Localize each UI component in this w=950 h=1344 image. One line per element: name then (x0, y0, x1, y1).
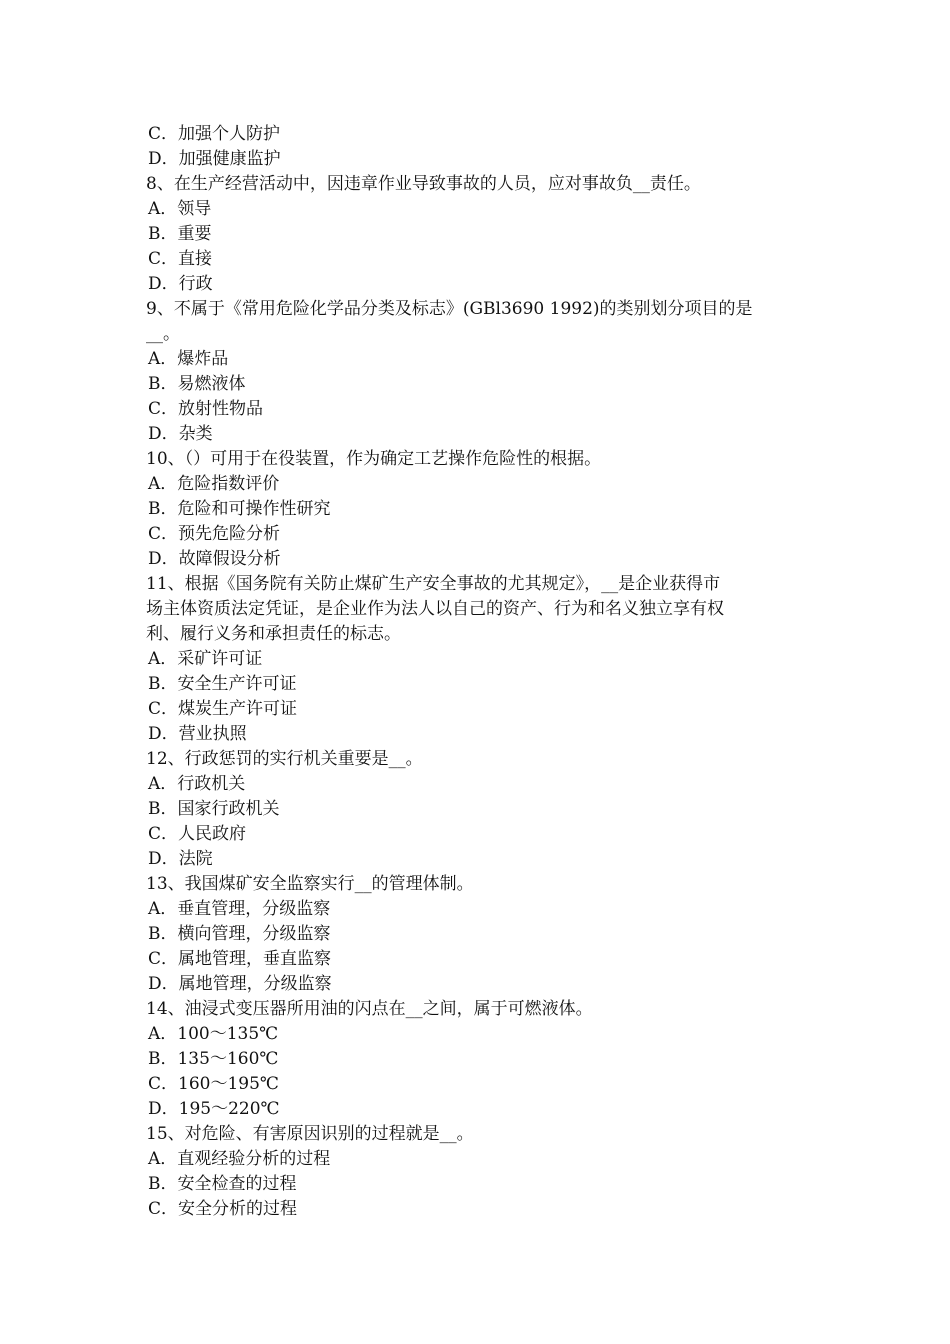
question-line: 15、对危险、有害原因识别的过程就是__。 (146, 1124, 474, 1144)
option-line: C．放射性物品 (148, 399, 264, 419)
option-line: B．国家行政机关 (148, 799, 280, 819)
question-line: 8、在生产经营活动中，因违章作业导致事故的人员，应对事故负__责任。 (146, 174, 701, 194)
option-line: C．加强个人防护 (148, 124, 281, 144)
option-line: B．安全检查的过程 (148, 1174, 297, 1194)
option-line: D．加强健康监护 (148, 149, 281, 169)
option-line: A．采矿许可证 (148, 649, 263, 669)
option-line: B．135～160℃ (148, 1049, 279, 1069)
question-line: __。 (146, 324, 180, 344)
option-line: B．横向管理，分级监察 (148, 924, 331, 944)
option-line: B．易燃液体 (148, 374, 246, 394)
option-line: B．重要 (148, 224, 212, 244)
option-line: D．195～220℃ (148, 1099, 280, 1119)
question-line: 14、油浸式变压器所用油的闪点在__之间，属于可燃液体。 (146, 999, 593, 1019)
question-line: 13、我国煤矿安全监察实行__的管理体制。 (146, 874, 474, 894)
option-line: A．危险指数评价 (148, 474, 280, 494)
option-line: B．安全生产许可证 (148, 674, 297, 694)
option-line: C．煤炭生产许可证 (148, 699, 298, 719)
option-line: C．属地管理，垂直监察 (148, 949, 332, 969)
question-line: 利、履行义务和承担责任的标志。 (146, 624, 401, 644)
option-line: C．160～195℃ (148, 1074, 279, 1094)
option-line: D．行政 (148, 274, 213, 294)
option-line: A．100～135℃ (148, 1024, 279, 1044)
option-line: A．领导 (148, 199, 212, 219)
option-line: C．预先危险分析 (148, 524, 281, 544)
option-line: C．直接 (148, 249, 213, 269)
option-line: B．危险和可操作性研究 (148, 499, 331, 519)
option-line: D．杂类 (148, 424, 213, 444)
option-line: C．人民政府 (148, 824, 247, 844)
option-line: A．垂直管理，分级监察 (148, 899, 331, 919)
option-line: D．营业执照 (148, 724, 247, 744)
question-line: 12、行政惩罚的实行机关重要是__。 (146, 749, 423, 769)
option-line: A．直观经验分析的过程 (148, 1149, 331, 1169)
question-line: 9、不属于《常用危险化学品分类及标志》(GBl3690 1992)的类别划分项目的是 (146, 299, 753, 319)
option-line: A．爆炸品 (148, 349, 229, 369)
question-line: 10、（）可用于在役装置，作为确定工艺操作危险性的根据。 (146, 449, 602, 469)
option-line: D．属地管理，分级监察 (148, 974, 332, 994)
document-body (146, 122, 816, 1222)
option-line: A．行政机关 (148, 774, 246, 794)
question-line: 11、根据《国务院有关防止煤矿生产安全事故的尤其规定》，__是企业获得市 (146, 574, 721, 594)
option-line: D．故障假设分析 (148, 549, 281, 569)
option-line: C．安全分析的过程 (148, 1199, 298, 1219)
question-line: 场主体资质法定凭证，是企业作为法人以自己的资产、行为和名义独立享有权 (146, 599, 724, 619)
option-line: D．法院 (148, 849, 213, 869)
